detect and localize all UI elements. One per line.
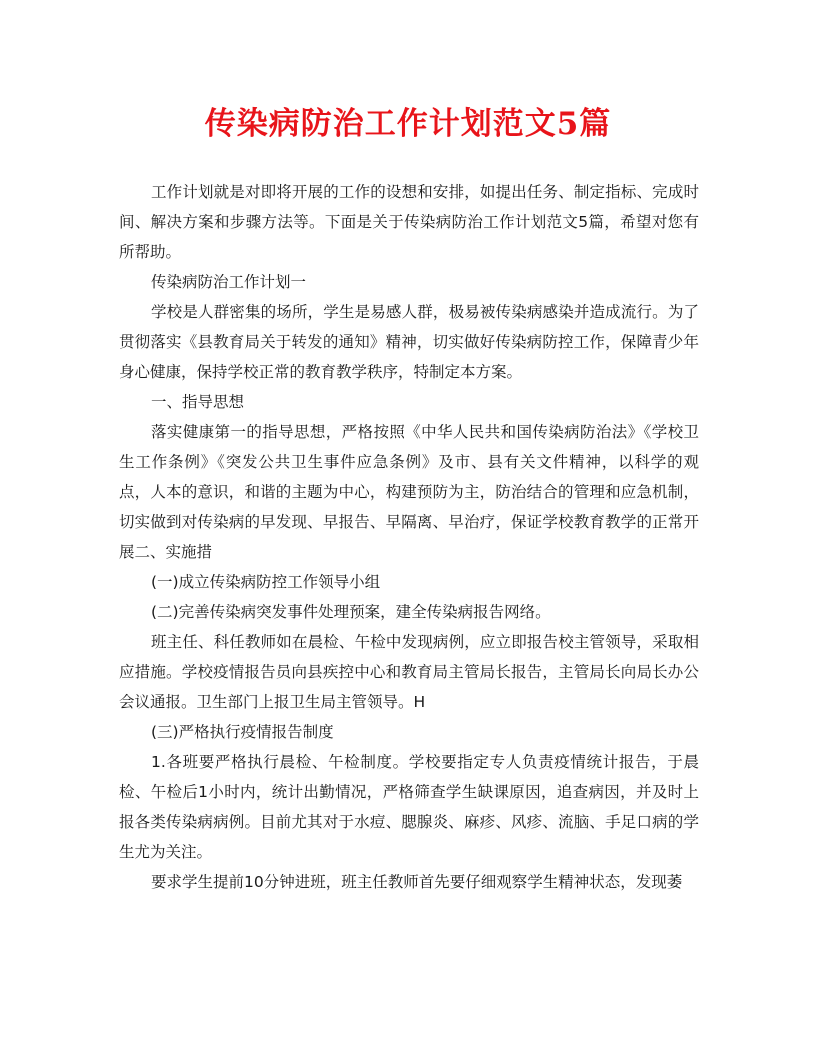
- document-body: [119, 177, 699, 897]
- body-paragraph: 落实健康第一的指导思想，严格按照《中华人民共和国传染病防治法》《学校卫生工作条例》《突发公共卫生事件应急条例》及市、县有关文件精神，以科学的观点，人本的意识，和谐的主题为中心，构建预防为主，防治结合的管理和应急机制，切实做到对传染病的早发现、早报告、早隔离、早治疗，保证学校教育教学的正常开展二、实施措: [119, 423, 699, 561]
- body-paragraph: 要求学生提前10分钟进班，班主任教师首先要仔细观察学生精神状态，发现萎: [151, 873, 683, 891]
- body-paragraph: 班主任、科任教师如在晨检、午检中发现病例，应立即报告校主管领导，采取相应措施。学校疫情报告员向县疾控中心和教育局主管局长报告，主管局长向局长办公会议通报。卫生部门上报卫生局主管领导。H: [119, 633, 699, 711]
- subsection-heading: (三)严格执行疫情报告制度: [151, 723, 334, 741]
- subsection-heading: (二)完善传染病突发事件处理预案，建全传染病报告网络。: [151, 603, 551, 621]
- section-heading-plan-one: 传染病防治工作计划一: [151, 273, 307, 291]
- body-paragraph: 1.各班要严格执行晨检、午检制度。学校要指定专人负责疫情统计报告，于晨检、午检后1小时内，统计出勤情况，严格筛查学生缺课原因，追查病因，并及时上报各类传染病病例。目前尤其对于水痘、腮腺炎、麻疹、风疹、流脑、手足口病的学生尤为关注。: [119, 753, 699, 861]
- body-paragraph: 学校是人群密集的场所，学生是易感人群，极易被传染病感染并造成流行。为了贯彻落实《县教育局关于转发的通知》精神，切实做好传染病防控工作，保障青少年身心健康，保持学校正常的教育教学秩序，特制定本方案。: [119, 303, 699, 381]
- subsection-heading: (一)成立传染病防控工作领导小组: [151, 573, 381, 591]
- section-heading-guiding-ideology: 一、指导思想: [151, 393, 245, 411]
- intro-paragraph: 工作计划就是对即将开展的工作的设想和安排，如提出任务、制定指标、完成时间、解决方案和步骤方法等。下面是关于传染病防治工作计划范文5篇，希望对您有所帮助。: [119, 183, 699, 261]
- document-title: 传染病防治工作计划范文5篇: [204, 106, 612, 142]
